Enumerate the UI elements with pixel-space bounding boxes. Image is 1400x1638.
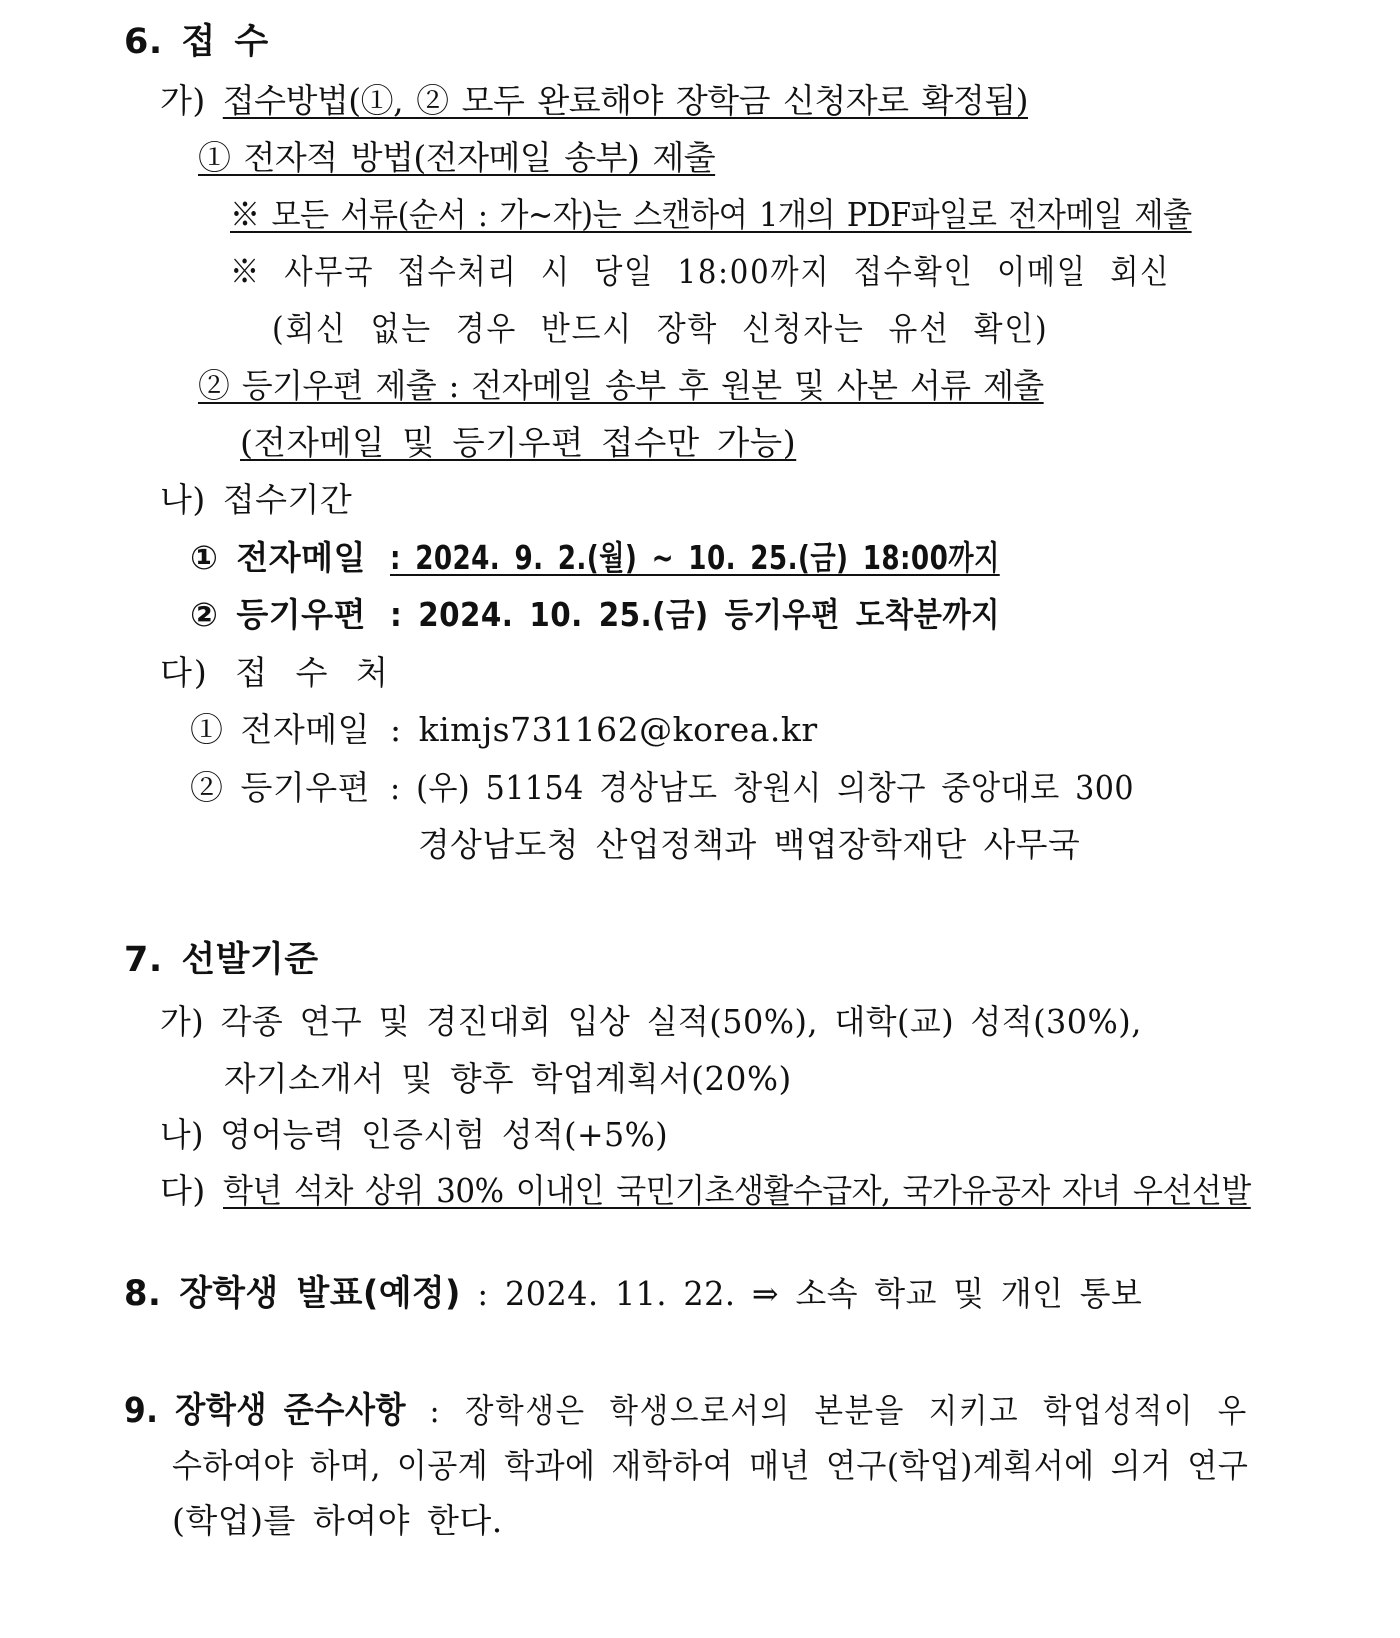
- s7-da-text: 학년 석차 상위 30% 이내인 국민기초생활수급자, 국가유공자 자녀 우선선발: [222, 1171, 1251, 1210]
- s6-period-email-label: ① 전자메일: [190, 538, 366, 577]
- s6-addr-email-value: : kimjs731162@korea.kr: [390, 710, 818, 749]
- s6-item-da: 다) 접 수 처: [160, 653, 390, 692]
- s7-item-ga: 가) 각종 연구 및 경진대회 입상 실적(50%), 대학(교) 성적(30%),: [160, 1002, 1142, 1041]
- s6-addr-mail-value: : (우) 51154 경상남도 창원시 의창구 중앙대로 300: [390, 768, 1135, 807]
- s6-addr-mail-label: ② 등기우편: [190, 768, 371, 807]
- s7-item-ga-continued: 자기소개서 및 향후 학업계획서(20%): [224, 1059, 792, 1098]
- section-8-line: [124, 1272, 1142, 1316]
- s6-ga-label: 가): [160, 81, 206, 120]
- section-6-title: 6. 접 수: [124, 22, 269, 62]
- s9-text-3: (학업)를 하여야 한다.: [172, 1501, 503, 1540]
- s7-item-da: [160, 1169, 1318, 1213]
- s6-addr-email-label: ① 전자메일: [190, 710, 371, 749]
- s6-item-na: 나) 접수기간: [160, 480, 353, 519]
- s9-text-2: 수하여야 하며, 이공계 학과에 재학하여 매년 연구(학업)계획서에 의거 연구: [172, 1446, 1249, 1485]
- section-9-line-1: [124, 1389, 1248, 1433]
- s6-note-1: ※ 모든 서류(순서 : 가~자)는 스캔하여 1개의 PDF파일로 전자메일 제출: [230, 195, 1192, 234]
- s6-period-mail-label: ② 등기우편: [190, 595, 366, 634]
- s9-text-1: : 장학생은 학생으로서의 본분을 지키고 학업성적이 우: [406, 1391, 1248, 1430]
- section-9-title: 9. 장학생 준수사항: [124, 1391, 407, 1431]
- s6-method-2-continued: (전자메일 및 등기우편 접수만 가능): [240, 423, 797, 462]
- s6-period-mail-value: : 2024. 10. 25.(금) 등기우편 도착분까지: [390, 595, 1000, 634]
- section-7-title: 7. 선발기준: [124, 940, 319, 980]
- section-8-title: 8. 장학생 발표(예정): [124, 1274, 461, 1314]
- s7-item-na: 나) 영어능력 인증시험 성적(+5%): [160, 1115, 669, 1154]
- s6-method-1: ① 전자적 방법(전자메일 송부) 제출: [198, 138, 716, 177]
- s7-da-label: 다): [160, 1171, 206, 1210]
- s6-ga-text: 접수방법(①, ② 모두 완료해야 장학금 신청자로 확정됨): [222, 81, 1029, 120]
- s6-method-2: ② 등기우편 제출 : 전자메일 송부 후 원본 및 사본 서류 제출: [198, 366, 1044, 405]
- s8-announcement: : 2024. 11. 22. ⇒ 소속 학교 및 개인 통보: [460, 1274, 1143, 1313]
- s6-item-ga: [160, 79, 1028, 123]
- s6-period-email-value: : 2024. 9. 2.(월) ~ 10. 25.(금) 18:00까지: [390, 538, 1000, 577]
- s6-addr-mail-continued: 경상남도청 산업정책과 백엽장학재단 사무국: [418, 825, 1081, 864]
- s6-note-2-continued: (회신 없는 경우 반드시 장학 신청자는 유선 확인): [272, 309, 1049, 348]
- s6-note-2: ※ 사무국 접수처리 시 당일 18:00까지 접수확인 이메일 회신: [230, 252, 1171, 291]
